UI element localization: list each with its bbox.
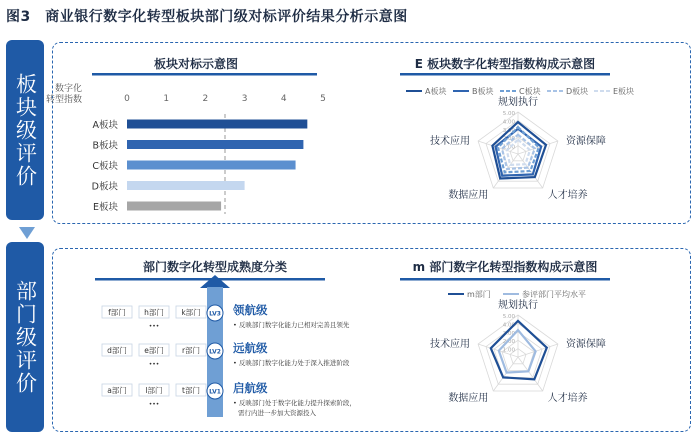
radar-tick-label: 4.00 (502, 322, 515, 329)
level-description: • 反映部门数字化能力处于深入推进阶段 (233, 359, 350, 367)
department-label: r部门 (181, 346, 201, 355)
department-label: h部门 (144, 308, 164, 317)
sector-bar-marks (92, 94, 326, 214)
department-label: k部门 (181, 308, 201, 317)
radar-tick-label: 1.00 (502, 144, 515, 151)
sector-radar-title: E 板块数字化转型指数构成示意图 (414, 57, 596, 71)
maturity-arrow-head (200, 275, 230, 288)
radar-tick-label: 5.00 (502, 314, 515, 320)
maturity-diagram (95, 259, 356, 417)
sector-radar-title-underline (400, 73, 610, 76)
department-ellipsis: ••• (148, 401, 160, 408)
category-label: A板块 (92, 120, 118, 131)
sector-radar-chart (400, 56, 634, 201)
level-description: • 反映部门处于数字化能力提升探索阶段， (233, 399, 356, 407)
sector-bar-title-underline (92, 73, 317, 76)
level-name: 远航级 (233, 341, 268, 355)
department-label: d部门 (107, 346, 127, 355)
radar-tick-label: 2.00 (502, 136, 515, 143)
radar-tick-label: 3.00 (502, 330, 515, 337)
x-tick-label: 1 (163, 94, 170, 104)
x-tick-label: 2 (202, 94, 209, 104)
radar-axis-label: 规划执行 (498, 97, 538, 108)
department-radar-title: m 部门数字化转型指数构成示意图 (412, 260, 598, 274)
department-level-label: 部门级评价 (13, 279, 38, 395)
legend-label: 参评部门平均水平 (522, 290, 586, 299)
bar (127, 202, 221, 211)
level-badge: LV2 (209, 348, 221, 356)
sector-bar-title: 板块对标示意图 (153, 57, 239, 71)
department-ellipsis: ••• (148, 323, 160, 330)
legend-label: B板块 (472, 87, 494, 96)
x-tick-label: 5 (320, 94, 326, 104)
sector-bar-axis-label-2: 转型指数 (45, 95, 82, 105)
radar-axis-label: 技术应用 (430, 339, 471, 351)
sector-bar-axis-label-1: 数字化 (54, 84, 82, 94)
radar-axis-label: 数据应用 (448, 392, 489, 404)
department-label: l部门 (145, 386, 163, 395)
department-grid (102, 306, 206, 408)
radar-axis-label: 资源保障 (565, 339, 606, 351)
radar-axis-label: 数据应用 (448, 189, 489, 201)
department-label: t部门 (182, 386, 200, 395)
radar-tick-label: 5.00 (502, 111, 515, 117)
radar-axis-label: 资源保障 (565, 136, 606, 148)
legend-label: C板块 (519, 87, 541, 96)
category-label: C板块 (92, 161, 118, 172)
level-description: • 反映部门数字化能力已相对完善且领先 (233, 321, 350, 329)
bar (127, 161, 296, 170)
department-radar-title-underline (400, 278, 610, 281)
radar-tick-label: 1.00 (502, 347, 515, 354)
sector-radar-marks (430, 95, 606, 201)
radar-axis-label: 人才培养 (547, 392, 588, 404)
category-label: B板块 (92, 140, 118, 152)
radar-tick-label: 2.00 (502, 339, 515, 346)
x-tick-label: 4 (280, 94, 287, 104)
x-tick-label: 0 (124, 94, 130, 104)
department-label: a部门 (107, 386, 127, 395)
category-label: D板块 (91, 181, 118, 193)
radar-axis-label: 规划执行 (498, 300, 538, 311)
level-name: 启航级 (233, 381, 268, 395)
legend-label: A板块 (425, 87, 447, 96)
radar-tick-label: 3.00 (502, 127, 515, 134)
level-badge: LV3 (209, 310, 221, 318)
bar (127, 181, 245, 190)
department-ellipsis: ••• (148, 361, 160, 368)
department-radar-legend (448, 289, 586, 299)
legend-label: D板块 (566, 87, 589, 96)
sector-radar-legend (406, 86, 634, 96)
department-radar-chart (400, 259, 610, 404)
department-label: f部门 (108, 308, 126, 317)
radar-axis-label: 人才培养 (547, 189, 588, 201)
radar-axis-label: 技术应用 (430, 136, 471, 148)
figure-title: 图3 商业银行数字化转型板块部门级对标评价结果分析示意图 (6, 9, 408, 25)
level-description: 需行内进一步加大资源投入 (238, 409, 316, 417)
category-label: E板块 (92, 202, 118, 213)
legend-label: E板块 (613, 87, 635, 96)
bar (127, 120, 307, 129)
x-tick-label: 3 (241, 94, 248, 104)
level-name: 领航级 (233, 303, 268, 317)
sector-level-label: 板块级评价 (13, 72, 38, 188)
bar (127, 140, 303, 149)
legend-label: m部门 (467, 290, 491, 299)
radar-tick-label: 4.00 (502, 119, 515, 126)
department-label: e部门 (144, 346, 164, 355)
maturity-levels (207, 303, 356, 417)
maturity-title: 部门数字化转型成熟度分类 (142, 260, 288, 274)
level-badge: LV1 (209, 388, 221, 396)
department-radar-marks (430, 298, 606, 404)
sector-bar-chart (46, 56, 326, 214)
